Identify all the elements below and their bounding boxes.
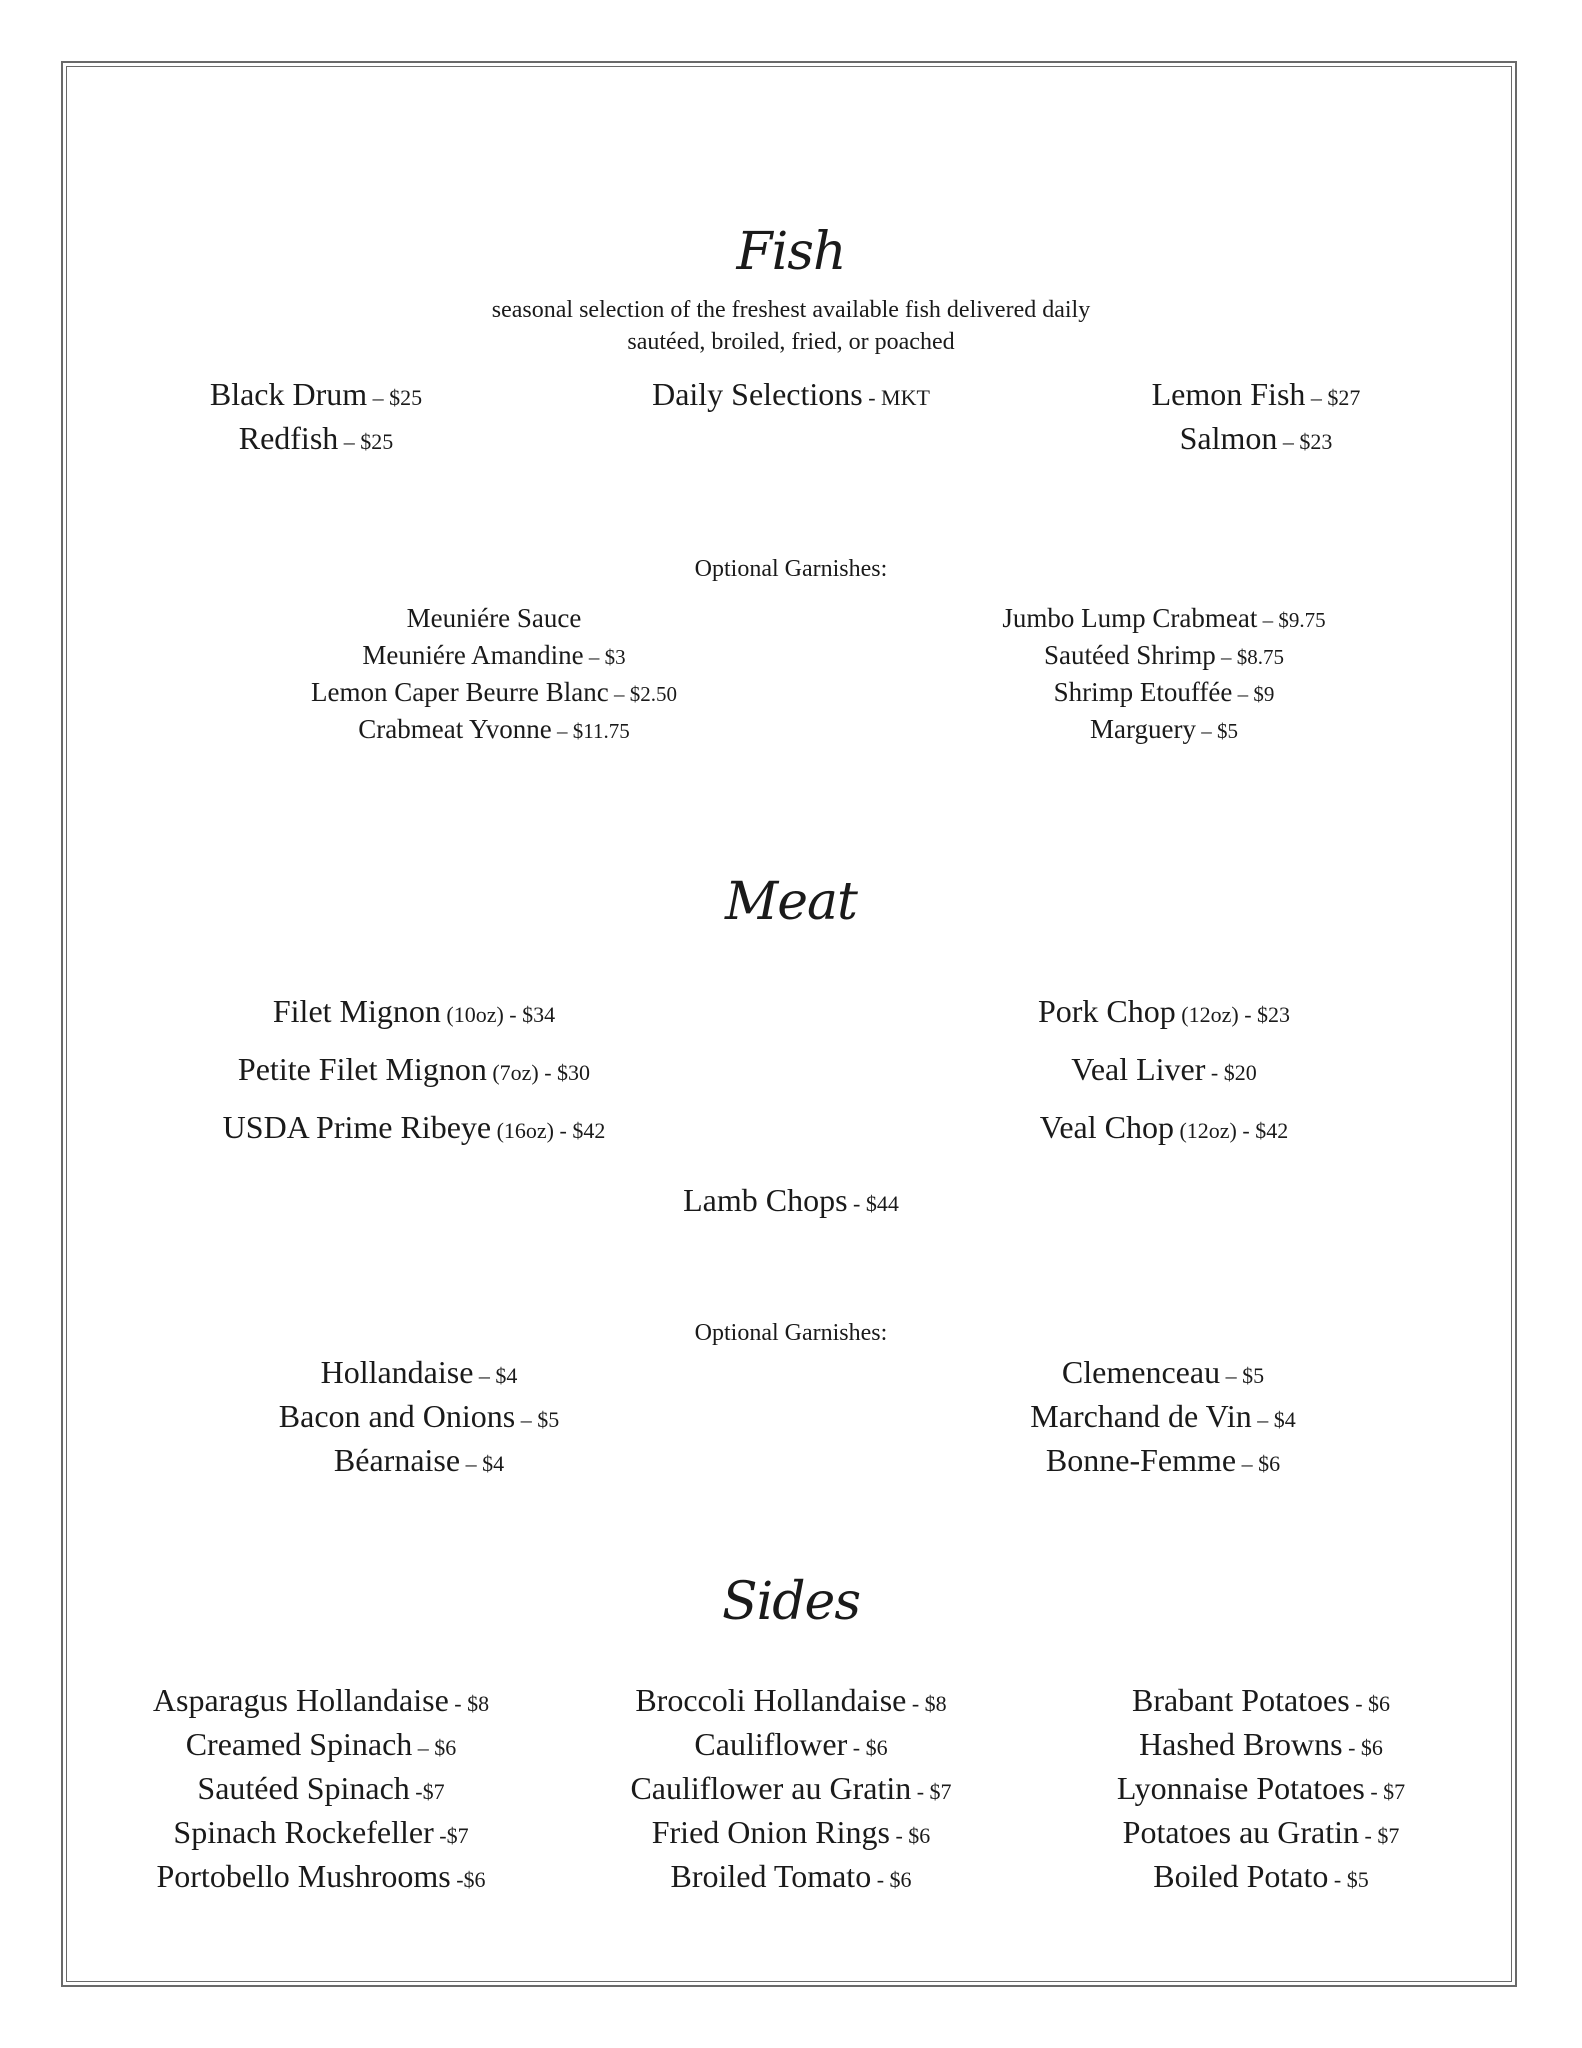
item-name: Shrimp Etouffée (1053, 677, 1233, 707)
garnish-item (194, 712, 794, 749)
menu-item (116, 418, 516, 462)
meat-item-center (0, 1180, 1582, 1224)
item-size: (12oz) (1175, 1002, 1239, 1027)
menu-item (1056, 418, 1456, 462)
item-price: – $2.50 (608, 682, 677, 706)
item-name: Portobello Mushrooms (156, 1858, 451, 1894)
item-name: Sautéed Spinach (197, 1770, 410, 1806)
menu-item (894, 1042, 1434, 1100)
item-price: – $25 (367, 385, 423, 410)
menu-item (576, 1812, 1006, 1856)
item-price: - $5 (1328, 1867, 1369, 1892)
item-price: - $6 (871, 1867, 912, 1892)
item-name: Marchand de Vin (1030, 1398, 1252, 1434)
item-name: Spinach Rockefeller (173, 1814, 434, 1850)
garnish-item (938, 1396, 1388, 1440)
menu-item (576, 1768, 1006, 1812)
menu-item (116, 374, 516, 418)
item-name: Veal Chop (1039, 1109, 1174, 1145)
item-price: – $9.75 (1257, 608, 1326, 632)
meat-garnish-right (938, 1352, 1388, 1484)
sides-col-3 (1046, 1680, 1476, 1900)
item-size: (7oz) (486, 1060, 539, 1085)
garnish-item (864, 638, 1464, 675)
garnish-item (864, 601, 1464, 638)
item-name: Cauliflower (694, 1726, 848, 1762)
menu-item (144, 1100, 684, 1158)
item-price: – $4 (460, 1451, 505, 1476)
menu-item (106, 1812, 536, 1856)
item-name: Salmon (1179, 420, 1278, 456)
item-name: Asparagus Hollandaise (152, 1682, 449, 1718)
item-name: Creamed Spinach (185, 1726, 413, 1762)
item-name: Lemon Fish (1151, 376, 1306, 412)
fish-subtitle-2: sautéed, broiled, fried, or poached (627, 329, 955, 355)
item-name: Hashed Browns (1139, 1726, 1343, 1762)
item-price: - $6 (889, 1823, 931, 1848)
item-price: - $34 (503, 1002, 556, 1027)
menu-item (106, 1680, 536, 1724)
item-price: - MKT (862, 385, 930, 410)
item-price: -$7 (433, 1823, 469, 1848)
item-price: – $6 (412, 1735, 457, 1760)
meat-list-right (894, 984, 1434, 1158)
item-price: - $6 (1342, 1735, 1383, 1760)
item-price: -$6 (450, 1867, 486, 1892)
meat-garnish-left (194, 1352, 644, 1484)
item-price: – $9 (1232, 682, 1275, 706)
item-name: USDA Prime Ribeye (222, 1109, 492, 1145)
garnish-item (194, 638, 794, 675)
meat-garnish-label: Optional Garnishes: (694, 1320, 888, 1346)
item-name: Hollandaise (320, 1354, 474, 1390)
item-price: - $42 (1236, 1118, 1289, 1143)
item-name: Lamb Chops (683, 1182, 848, 1218)
item-price: – $27 (1305, 385, 1361, 410)
menu-item (1046, 1812, 1476, 1856)
menu-item (106, 1768, 536, 1812)
item-size: (10oz) (440, 1002, 504, 1027)
item-name: Filet Mignon (272, 993, 441, 1029)
menu-item (894, 1100, 1434, 1158)
garnish-item (194, 1352, 644, 1396)
garnish-item (864, 712, 1464, 749)
item-price: – $6 (1236, 1451, 1281, 1476)
item-price: – $5 (1195, 719, 1238, 743)
item-name: Bonne-Femme (1045, 1442, 1237, 1478)
garnish-item (194, 1396, 644, 1440)
menu-item (591, 374, 991, 418)
item-price: – $3 (583, 645, 626, 669)
item-name: Lyonnaise Potatoes (1116, 1770, 1365, 1806)
fish-section-title: Fish (736, 222, 846, 282)
fish-list-center (591, 374, 991, 418)
item-price: - $7 (911, 1779, 952, 1804)
item-name: Crabmeat Yvonne (358, 714, 552, 744)
garnish-item (938, 1352, 1388, 1396)
item-name: Clemenceau (1061, 1354, 1221, 1390)
sides-section-title: Sides (722, 1572, 860, 1632)
item-size: (12oz) (1173, 1118, 1237, 1143)
item-name: Daily Selections (652, 376, 863, 412)
garnish-item (194, 601, 794, 638)
fish-garnish-left (194, 601, 794, 749)
item-price: – $23 (1277, 429, 1333, 454)
item-name: Pork Chop (1037, 993, 1176, 1029)
garnish-item (194, 1440, 644, 1484)
fish-list-right (1056, 374, 1456, 462)
sides-col-2 (576, 1680, 1006, 1900)
menu-item (1046, 1768, 1476, 1812)
item-price: - $23 (1238, 1002, 1291, 1027)
item-price: - $8 (906, 1691, 947, 1716)
item-price: – $5 (515, 1407, 560, 1432)
garnish-item (938, 1440, 1388, 1484)
item-name: Broiled Tomato (670, 1858, 872, 1894)
item-price: - $44 (847, 1191, 899, 1216)
menu-item (106, 1724, 536, 1768)
menu-item (1056, 374, 1456, 418)
menu-item (1046, 1856, 1476, 1900)
fish-subtitle-1: seasonal selection of the freshest available fish delivered daily (491, 297, 1091, 323)
item-price: – $5 (1220, 1363, 1265, 1388)
item-price: - $20 (1205, 1060, 1257, 1085)
meat-list-left (144, 984, 684, 1158)
item-name: Potatoes au Gratin (1122, 1814, 1360, 1850)
menu-item (576, 1680, 1006, 1724)
item-price: - $30 (538, 1060, 591, 1085)
item-price: -$7 (409, 1779, 445, 1804)
item-price: – $25 (338, 429, 394, 454)
menu-item (1046, 1680, 1476, 1724)
item-price: – $4 (1251, 1407, 1296, 1432)
item-name: Bacon and Onions (278, 1398, 516, 1434)
menu-item (144, 1042, 684, 1100)
item-name: Marguery (1090, 714, 1196, 744)
item-price: - $42 (554, 1118, 606, 1143)
item-name: Meuniére Sauce (406, 603, 582, 633)
item-name: Broccoli Hollandaise (635, 1682, 907, 1718)
item-name: Cauliflower au Gratin (630, 1770, 912, 1806)
item-name: Fried Onion Rings (651, 1814, 890, 1850)
item-name: Redfish (238, 420, 339, 456)
item-name: Jumbo Lump Crabmeat (1002, 603, 1258, 633)
sides-col-1 (106, 1680, 536, 1900)
menu-item (894, 984, 1434, 1042)
item-name: Petite Filet Mignon (237, 1051, 487, 1087)
item-name: Boiled Potato (1153, 1858, 1329, 1894)
menu-item (576, 1724, 1006, 1768)
item-name: Sautéed Shrimp (1044, 640, 1216, 670)
item-name: Veal Liver (1071, 1051, 1206, 1087)
meat-section-title: Meat (725, 872, 857, 932)
item-name: Brabant Potatoes (1131, 1682, 1350, 1718)
fish-garnish-right (864, 601, 1464, 749)
item-name: Lemon Caper Beurre Blanc (311, 677, 609, 707)
item-price: - $7 (1364, 1779, 1406, 1804)
item-price: – $8.75 (1215, 645, 1284, 669)
fish-list-left (116, 374, 516, 462)
item-price: - $7 (1359, 1823, 1400, 1848)
item-name: Meuniére Amandine (362, 640, 584, 670)
menu-item (1046, 1724, 1476, 1768)
item-price: - $8 (448, 1691, 490, 1716)
item-name: Béarnaise (333, 1442, 461, 1478)
garnish-item (194, 675, 794, 712)
menu-item (576, 1856, 1006, 1900)
item-price: – $4 (473, 1363, 518, 1388)
fish-garnish-label: Optional Garnishes: (694, 556, 888, 582)
item-price: – $11.75 (551, 719, 630, 743)
item-name: Black Drum (209, 376, 368, 412)
garnish-item (864, 675, 1464, 712)
item-price: - $6 (1349, 1691, 1391, 1716)
menu-item (106, 1856, 536, 1900)
item-size: (16oz) (491, 1118, 555, 1143)
menu-item (144, 984, 684, 1042)
item-price: - $6 (847, 1735, 888, 1760)
